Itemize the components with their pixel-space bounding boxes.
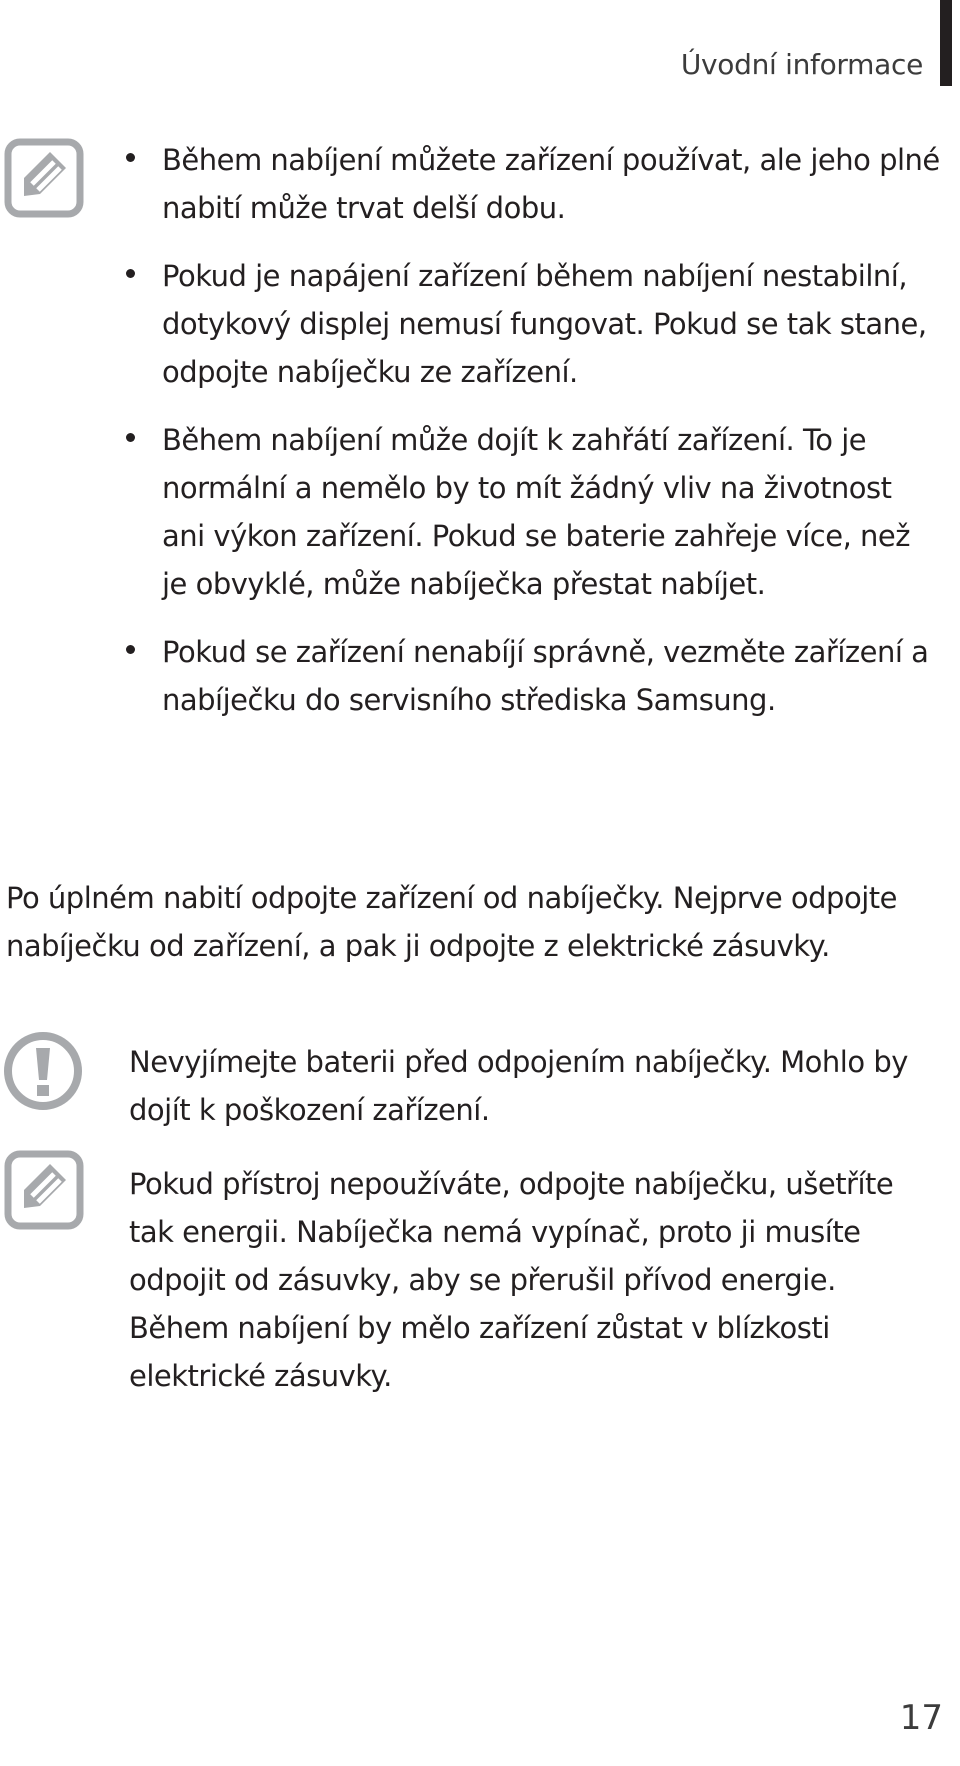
note-icon — [4, 1150, 84, 1230]
bullet-dot — [126, 433, 135, 442]
list-item — [0, 252, 960, 396]
bullet-text: Během nabíjení může dojít k zahřátí zařízení. To je normální a nemělo by to mít žádný vliv na životnost ani výkon zařízení. Pokud se baterie zahřeje více, než je obvyklé, může nabíječka přestat nabíjet. — [162, 423, 910, 601]
list-item — [0, 628, 960, 724]
note-bullet-list — [0, 136, 960, 744]
bullet-text: Pokud se zařízení nenabíjí správně, vezměte zařízení a nabíječku do servisního střediska Samsung. — [162, 635, 929, 717]
note-text: Pokud přístroj nepoužíváte, odpojte nabíječku, ušetříte tak energii. Nabíječka nemá vypínač, proto ji musíte odpojit od zásuvky, aby se přerušil přívod energie. Během nabíjení by mělo zařízení zůstat v blízkosti elektrické zásuvky. — [129, 1167, 894, 1393]
warning-text: Nevyjímejte baterii před odpojením nabíječky. Mohlo by dojít k poškození zařízení. — [129, 1045, 908, 1127]
bullet-dot — [126, 153, 135, 162]
page-number: 17 — [899, 1698, 943, 1738]
section-tab-marker — [940, 0, 952, 86]
section-title: Úvodní informace — [680, 48, 923, 81]
main-paragraph: Po úplném nabití odpojte zařízení od nabíječky. Nejprve odpojte nabíječku od zařízení, a pak ji odpojte z elektrické zásuvky. — [6, 881, 897, 963]
bullet-dot — [126, 645, 135, 654]
bullet-text: Pokud je napájení zařízení během nabíjení nestabilní, dotykový displej nemusí fungovat. Pokud se tak stane, odpojte nabíječku ze zařízení. — [162, 259, 927, 389]
caution-icon — [2, 1030, 84, 1112]
list-item — [0, 136, 960, 232]
bullet-text: Během nabíjení můžete zařízení používat, ale jeho plné nabití může trvat delší dobu. — [162, 143, 940, 225]
list-item — [0, 416, 960, 608]
bullet-dot — [126, 269, 135, 278]
